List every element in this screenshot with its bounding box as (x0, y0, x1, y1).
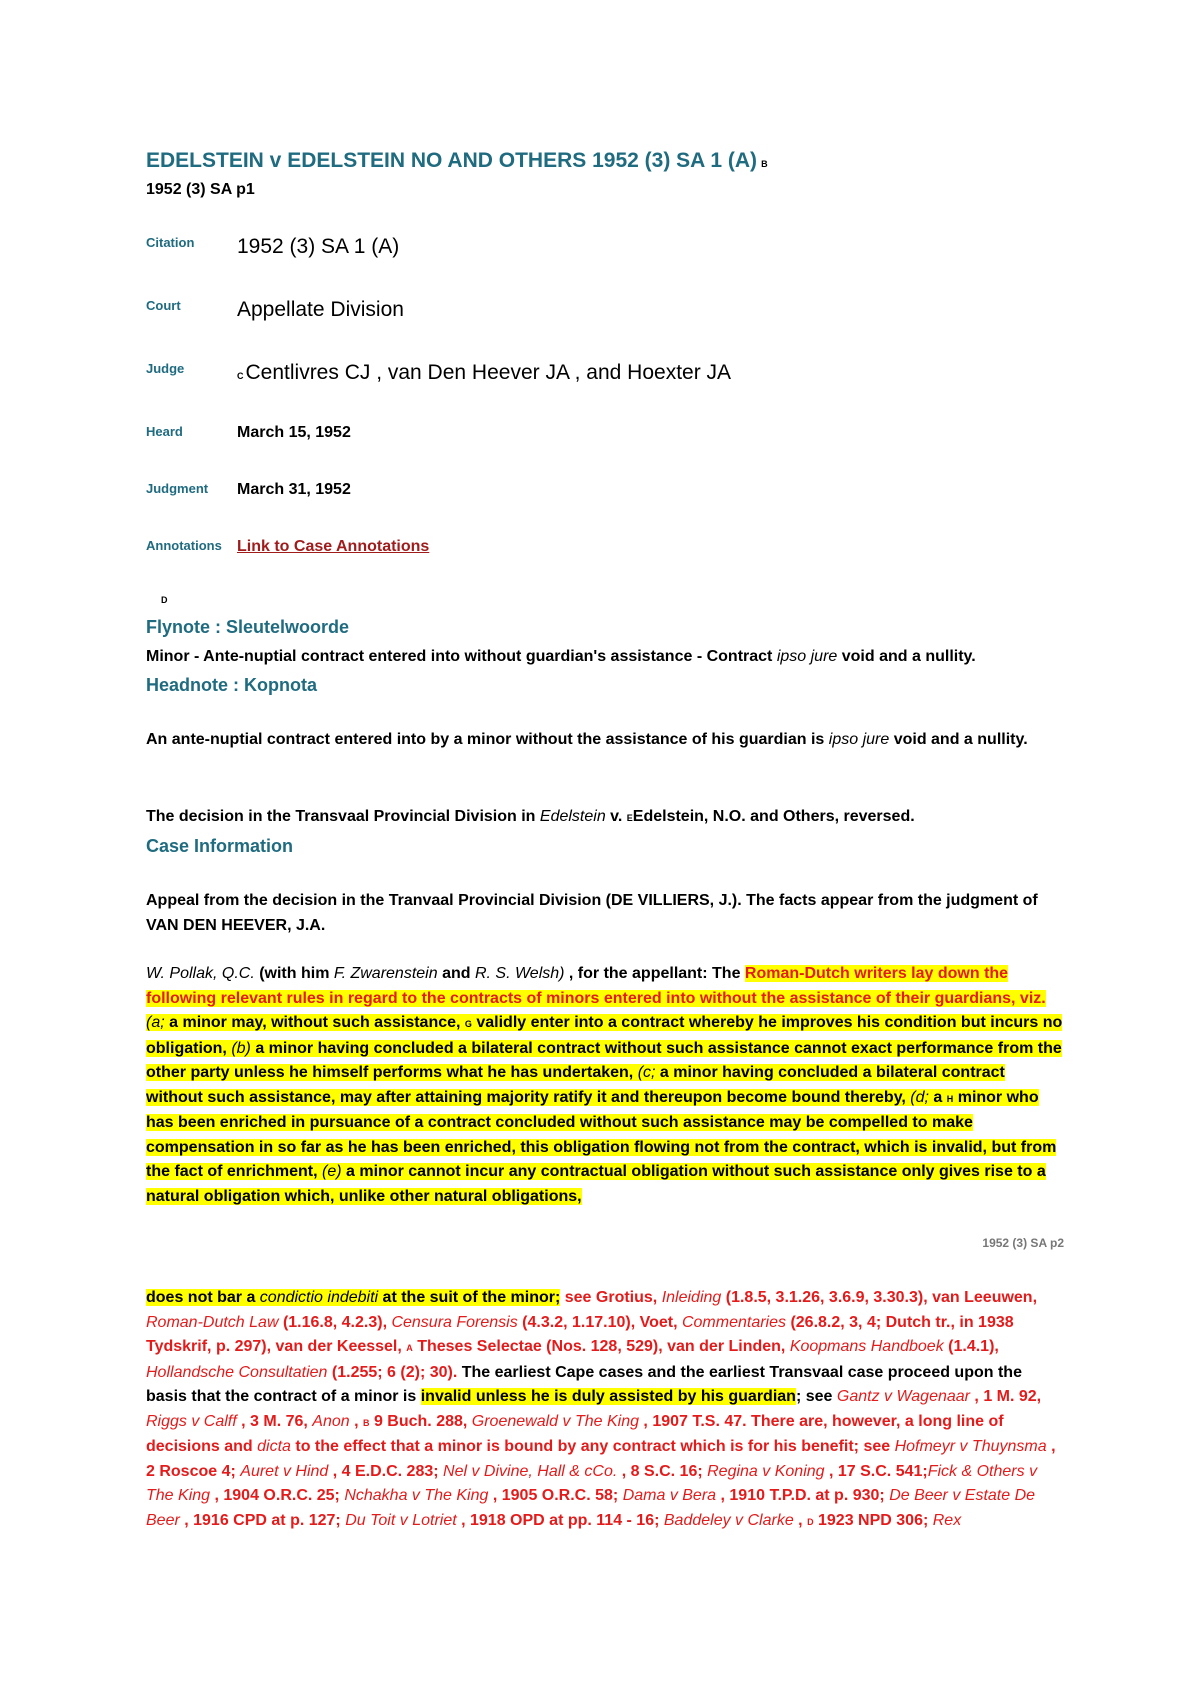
citation-label: Citation (146, 235, 195, 250)
judge-value (237, 361, 731, 385)
case-title (146, 149, 768, 173)
case-title-text: EDELSTEIN v EDELSTEIN NO AND OTHERS 1952 (3) SA 1 (A) (146, 149, 758, 172)
headnote-paragraph-2: The decision in the Transvaal Provincial Division in Edelstein v. EEdelstein, N.O. and Others, reversed. (146, 808, 915, 825)
judgment-label: Judgment (146, 481, 209, 496)
page-marker-b: B (761, 159, 768, 169)
heard-label: Heard (146, 424, 183, 439)
page-reference: 1952 (3) SA p1 (146, 181, 255, 198)
heard-value: March 15, 1952 (237, 424, 351, 441)
case-information-heading: Case Information (146, 836, 294, 856)
flynote-text: Minor - Ante-nuptial contract entered into without guardian's assistance - Contract ipso jure void and a nullity. (146, 648, 976, 665)
judgment-value: March 31, 1952 (237, 481, 351, 498)
citation-value: 1952 (3) SA 1 (A) (237, 235, 400, 258)
case-annotations-link[interactable]: Link to Case Annotations (237, 538, 430, 555)
annotations-label: Annotations (146, 538, 222, 553)
annotations-value (237, 538, 429, 556)
page-marker-c: C (237, 371, 244, 381)
page-marker-d: D (161, 595, 168, 605)
headnote-paragraph-1: An ante-nuptial contract entered into by a minor without the assistance of his guardian is ipso jure void and a nullity. (146, 731, 1028, 748)
headnote-heading: Headnote : Kopnota (146, 675, 317, 695)
page-2-paragraph: does not bar a condictio indebiti at the suit of the minor; see Grotius, Inleiding (1.8.5, 3.1.26, 3.6.9, 3.30.3), van Leeuwen, Roman-Dutch Law (1.16.8, 4.2.3), Censura Forensis (4.3.2, 1.17.10), Voet, Commentaries (26.8.2, 3, 4; Dutch tr., in 1938 Tydskrif, p. 297), van der Keessel, A Theses Selectae (Nos. 128, 529), van der Linden, Koopmans Handboek (1.4.1), Hollandsche Consultatien (1.255; 6 (2); 30). The earliest Cape cases and the earliest Transvaal case proceed upon the basis that the contract of a minor is invalid unless he is duly assisted by his guardian; see Gantz v Wagenaar , 1 M. 92, Riggs v Calff , 3 M. 76, Anon , B 9 Buch. 288, Groenewald v The King , 1907 T.S. 47. There are, however, a long line of decisions and dicta to the effect that a minor is bound by any contract which is for his benefit; see Hofmeyr v Thuynsma , 2 Roscoe 4; Auret v Hind , 4 E.D.C. 283; Nel v Divine, Hall & cCo. , 8 S.C. 16; Regina v Koning , 17 S.C. 541;Fick & Others v The King , 1904 O.R.C. 25; Nchakha v The King , 1905 O.R.C. 58; Dama v Bera , 1910 T.P.D. at p. 930; De Beer v Estate De Beer , 1916 CPD at p. 127; Du Toit v Lotriet , 1918 OPD at pp. 114 - 16; Baddeley v Clarke , D 1923 NPD 306; Rex (146, 1289, 1056, 1529)
court-label: Court (146, 298, 181, 313)
flynote-heading: Flynote : Sleutelwoorde (146, 617, 350, 637)
appeal-paragraph: Appeal from the decision in the Tranvaal Provincial Division (DE VILLIERS, J.). The facts appear from the judgment of VAN DEN HEEVER, J.A. (146, 892, 1038, 934)
judge-names: Centlivres CJ , van Den Heever JA , and Hoexter JA (245, 361, 732, 384)
judge-label: Judge (146, 361, 185, 376)
counsel-argument-paragraph: W. Pollak, Q.C. (with him F. Zwarenstein and R. S. Welsh) , for the appellant: The Roman-Dutch writers lay down the following relevant rules in regard to the contracts of minors entered into without the assistance of their guardians, viz. (a; a minor may, without such assistance, G validly enter into a contract whereby he improves his condition but incurs no obligation, (b) a minor having concluded a bilateral contract without such assistance cannot exact performance from the other party unless he himself performs what he has undertaken, (c; a minor having concluded a bilateral contract without such assistance, may after attaining majority ratify it and thereupon become bound thereby, (d; a H minor who has been enriched in pursuance of a contract concluded without such assistance may be compelled to make compensation in so far as he has been enriched, this obligation flowing not from the contract, which is invalid, but from the fact of enrichment, (e) a minor cannot incur any contractual obligation without such assistance only gives rise to a natural obligation which, unlike other natural obligations, (146, 965, 1063, 1205)
court-value: Appellate Division (237, 298, 404, 321)
page-2-reference: 1952 (3) SA p2 (982, 1236, 1064, 1250)
